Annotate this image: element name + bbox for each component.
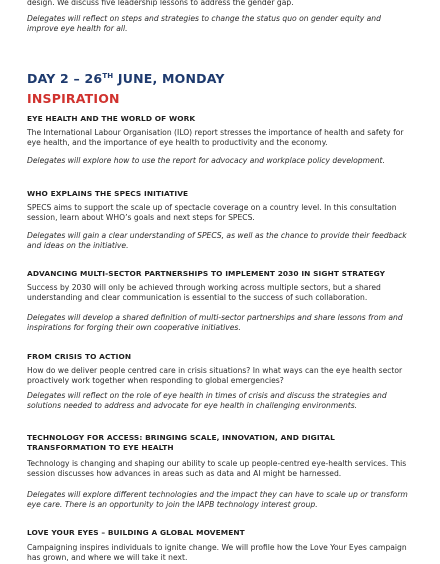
session-delegates-note: Delegates will develop a shared definition of multi-sector partnerships and share lessons from and inspirations for forging their own cooperative initiatives. — [27, 313, 403, 333]
day-theme-heading: INSPIRATION — [27, 91, 120, 106]
session-title: ADVANCING MULTI-SECTOR PARTNERSHIPS TO IMPLEMENT 2030 IN SIGHT STRATEGY — [27, 269, 386, 278]
session-description: SPECS aims to support the scale up of spectacle coverage on a country level. In this consultation session, learn about WHO’s goals and next steps for SPECS. — [27, 203, 397, 223]
session-description: The International Labour Organisation (ILO) report stresses the importance of health and safety for eye health, and the importance of eye health to productivity and the economy. — [27, 128, 404, 148]
session-title: WHO EXPLAINS THE SPECS INITIATIVE — [27, 189, 189, 198]
session-title: FROM CRISIS TO ACTION — [27, 352, 132, 361]
session-delegates-note: Delegates will reflect on the role of eye health in times of crisis and discuss the strategies and solutions needed to address and advocate for eye health in challenging environments. — [27, 391, 387, 411]
session-description: Success by 2030 will only be achieved through working across multiple sectors, but a shared understanding and clear communication is essential to the success of such collaboration. — [27, 283, 381, 303]
session-title: LOVE YOUR EYES – BUILDING A GLOBAL MOVEMENT — [27, 528, 245, 537]
session-description: How do we deliver people centred care in crisis situations? In what ways can the eye health sector proactively work together when responding to global emergencies? — [27, 366, 403, 386]
session-description: Technology is changing and shaping our ability to scale up people-centred eye-health services. This session discusses how advances in areas such as data and AI might be harnessed. — [27, 459, 407, 479]
session-title: EYE HEALTH AND THE WORLD OF WORK — [27, 114, 196, 123]
intro-text: design. We discuss five leadership lessons to address the gender gap. — [27, 0, 294, 7]
intro-delegates-note: Delegates will reflect on steps and strategies to change the status quo on gender equity and improve eye health for all. — [27, 14, 381, 34]
session-title: TECHNOLOGY FOR ACCESS: BRINGING SCALE, INNOVATION, AND DIGITAL TRANSFORMATION TO EYE HEALTH — [27, 433, 335, 452]
session-delegates-note: Delegates will explore different technologies and the impact they can have to scale up or transform eye care. There is an opportunity to join the IAPB technology interest group. — [27, 490, 408, 510]
session-description: Campaigning inspires individuals to ignite change. We will profile how the Love Your Eyes campaign has grown, and where we will take it next. — [27, 543, 407, 563]
session-delegates-note: Delegates will gain a clear understanding of SPECS, as well as the chance to provide their feedback and ideas on the initiative. — [27, 231, 407, 251]
session-delegates-note: Delegates will explore how to use the report for advocacy and workplace policy development. — [27, 156, 385, 165]
day-heading: DAY 2 – 26TH JUNE, MONDAY — [27, 71, 225, 86]
